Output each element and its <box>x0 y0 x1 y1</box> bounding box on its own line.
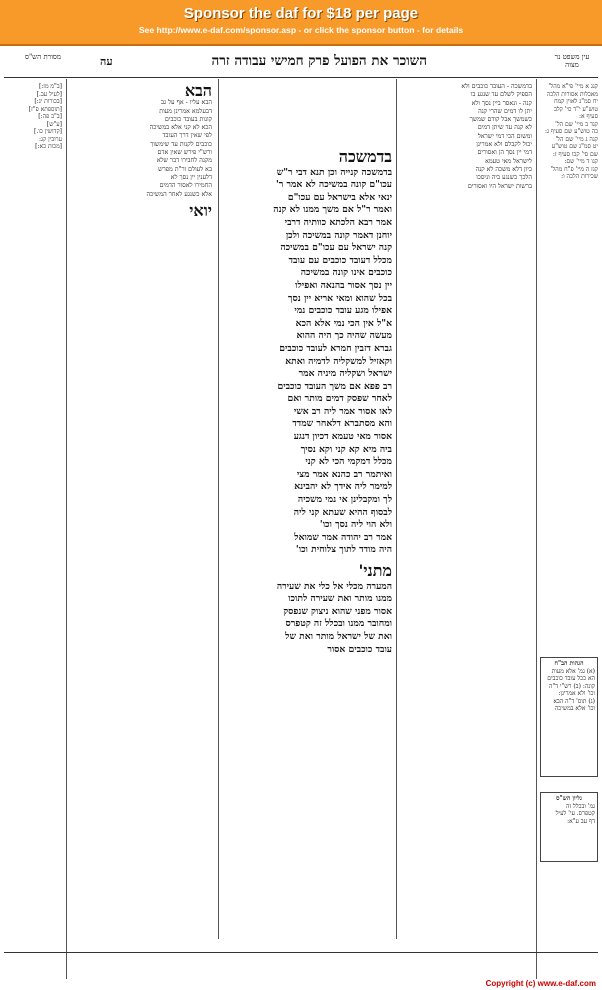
hagahot-entry: הא ככל עובד כוכבים <box>547 675 595 682</box>
masoret-entry: [ב"מ מז:] <box>38 83 62 90</box>
gemara-line: בכל שהוא ומאי אריא יין נסך <box>288 292 392 304</box>
gilyon-entry: דף עב ע"א: <box>567 817 595 825</box>
left-margin-notes <box>4 83 62 943</box>
ein-mishpat-entry: קנז ה מיי' פ"ח מהל' <box>550 165 598 173</box>
right-margin-divider <box>536 79 537 979</box>
gemara-column <box>220 149 392 849</box>
gemara-line: אמר רב יהודה אמר שמואל <box>294 531 392 543</box>
tosafot-line: הבא עליו - אף על גב <box>160 99 212 107</box>
ein-mishpat-entry: יח סמ"ג לאוין קמח <box>554 98 598 105</box>
tosafot-line: הכא לא קני אלא במשיכה <box>149 124 212 132</box>
tosafot-line: מקנה לחבירו דבר שלא <box>156 157 212 165</box>
masoret-entry: [תוספתא פ"ז] <box>28 105 62 113</box>
ein-mishpat-entry: סעיף א: <box>578 113 598 120</box>
mishna-line: ממנו מותר ואת שעירה לתוכו <box>288 593 392 605</box>
left-margin-divider <box>66 79 67 979</box>
gemara-line: למימר ליה אידך לא יהבינא <box>294 481 392 493</box>
ein-mishpat-entry: כה טוש"ע שם סעיף ג: <box>544 128 598 135</box>
masoret-entry: [ע"ש] <box>46 120 62 128</box>
gemara-line: לבסוף ההיא שעתא קני ליה <box>293 506 392 518</box>
footer-rule <box>4 952 598 953</box>
gilyon-box <box>540 792 598 862</box>
right-margin-notes <box>540 83 598 643</box>
ein-mishpat-entry: קנג א מיי' פי"א מהל' <box>548 83 598 90</box>
page-header <box>0 47 602 77</box>
gilyon-list <box>543 803 595 826</box>
talmud-page <box>0 47 602 990</box>
gemara-line: גברא דזבין חמרא לעובד כוכבים <box>279 342 392 354</box>
rashi-line: כשמשך אבל קודם שמשך <box>469 116 532 124</box>
tosafot-lead-word: הבא <box>184 83 212 100</box>
masoret-entry: [לעיל עב.] <box>36 90 62 98</box>
ein-mishpat-entry: קנו ד מיי' שם: <box>564 158 598 165</box>
tosafot-commentary <box>72 99 212 199</box>
rashi-line: כיון דלא משכה לא קנה <box>475 165 532 173</box>
rashi-line: קנה - ונאסר ביין נסך ולא <box>471 99 532 107</box>
mishna-line: המערה מכלי אל כלי את שעירה <box>276 580 392 592</box>
hagahot-entry: וכו' אלא במשיכה <box>554 705 595 712</box>
gemara-line: מכלל דמקמי הכי לא קני <box>305 456 392 468</box>
gemara-line: מכלל דעובד כוכבים עם עובד <box>288 254 392 266</box>
rashi-line: הספיק לשלם עד שנגע בו <box>470 91 532 99</box>
ein-mishpat-list <box>540 83 598 181</box>
mishna-line: ומחובר ממנו ובכלל זה קטפרס <box>285 618 392 630</box>
tosafot-line: ורש"י פירש שאין אדם <box>157 149 212 157</box>
hagahot-list <box>543 668 595 713</box>
tosafot-line: החמירו לאסור הדמים <box>159 182 212 190</box>
mishna-section <box>220 563 392 656</box>
ein-mishpat-entry: טוש"ע י"ד סי' קלב <box>553 105 598 113</box>
gilyon-entry: גמ' ובכלל זה <box>565 802 595 810</box>
gemara-line: עכו"ם קונה במשיכה לא אמר ר' <box>275 179 392 191</box>
gemara-line: והא מסתברא דלאחר שמדד <box>292 418 392 430</box>
rashi-line: לישראל מאי טעמא <box>485 157 532 165</box>
ein-mishpat-label: עין משפט נר מצוה <box>554 53 590 69</box>
ein-mishpat-entry: קנד ב מיי' שם הל' <box>555 120 598 128</box>
rashi-line: יתן לו דמים שהרי קנה <box>478 107 532 115</box>
rashi-line: בדמשכה - העובד כוכבים ולא <box>461 83 532 90</box>
sponsor-title[interactable]: Sponsor the daf for $18 per page <box>183 5 419 22</box>
gemara-line: ישראל ושקליה מיניה אמר <box>298 368 392 380</box>
mishna-line: עובד כוכבים אסור <box>327 643 392 655</box>
tosafot-line: אלא כשנגע לאחר המשיכה <box>146 190 212 198</box>
copyright-link[interactable]: Copyright (c) www.e-daf.com <box>485 979 596 988</box>
rashi-column <box>400 83 532 943</box>
rashi-commentary <box>400 83 532 191</box>
gemara-opening-word: בדמשכה <box>338 149 392 166</box>
tosafot-line: בא לעולם ור"ת מפרש <box>158 165 212 173</box>
ein-mishpat-entry: קנה ג מיי' שם הל' <box>555 135 598 143</box>
gemara-line: רב פפא אם משך העובד כוכבים <box>277 380 392 392</box>
running-head: השוכר את הפועל פרק חמישי עבודה זרה <box>211 53 427 69</box>
ein-mishpat-entry: שם סי' קכו סעיף ז: <box>552 150 598 158</box>
gemara-line: היה מודד לתוך צלוחית וכו' <box>295 544 392 556</box>
gilyon-entry: קטפרס. עי' לעיל <box>555 810 595 817</box>
hagahot-entry: (א) גמ' אלא מעות <box>551 667 595 675</box>
gemara-line: ביה מיא קא קני וקא נסיך <box>300 443 392 455</box>
rashi-line: יכול לקבלם ולא אמרינן <box>476 141 532 149</box>
tosafot-divider <box>218 79 219 939</box>
gemara-text <box>220 167 392 557</box>
masoret-hashas-list <box>4 83 62 151</box>
gemara-line: בדמשכה קנייה וכן תנא דבי ר"ש <box>276 166 392 178</box>
hagahot-box <box>540 657 598 777</box>
tosafot-line: כוכבים לקנות עד שימשוך <box>150 140 212 148</box>
gilyon-title: גליון הש"ס <box>556 795 582 802</box>
ein-mishpat-entry: מאכלות אסורות הלכה <box>546 90 598 98</box>
rashi-line: לא קנה עד שיתן דמים <box>477 124 532 132</box>
gemara-line: מעשה שהיה כך היה ההוא <box>296 330 392 342</box>
page-number: עה <box>100 55 113 68</box>
masoret-entry: [מכות כא:] <box>35 143 62 150</box>
sponsor-subtitle[interactable]: See http://www.e-daf.com/sponsor.asp - or click the sponsor button - for details <box>138 25 464 35</box>
gemara-line: אמר רבא הלכתא כוותיה דרבי <box>284 216 392 228</box>
gemara-line: לאו אסור אמר ליה רב אשי <box>293 405 392 417</box>
masoret-entry: [קדושין כו.] <box>34 128 62 135</box>
mishna-lead-word: מתני' <box>358 561 392 580</box>
ein-mishpat-entry: יט סמ"ג שם טוש"ע <box>551 143 598 150</box>
sponsor-banner[interactable] <box>0 0 602 46</box>
gemara-opening <box>220 149 392 167</box>
rashi-line: ברשות ישראל היו ואסורים <box>467 182 532 190</box>
gemara-line: לך ומקבלינן אי נמי משכיה <box>297 494 392 506</box>
rashi-line: הלכך כשנגע ביה וניסכו <box>476 174 532 182</box>
gemara-line: אפילו מגע עובד כוכבים נמי <box>294 305 392 317</box>
ein-mishpat-entry: שכירות הלכה ו: <box>561 173 598 180</box>
gemara-line: יין נסך אסור בהנאה ואפילו <box>295 279 392 291</box>
hagahot-entry: (ג) תוס' ד"ה הבא <box>553 697 595 705</box>
gemara-line: ואיתמר רב כהנא אמר מצי <box>296 468 392 480</box>
hagahot-entry: קונה: (ב) רש"י ד"ה <box>548 682 595 690</box>
tosafot-lead-word-2: יואי <box>189 200 212 220</box>
gemara-line: אסור מאי טעמא דכיון דנגע <box>293 431 392 443</box>
tosafot-line: קונות בעובד כוכבים <box>164 115 212 123</box>
hagahot-entry: וכו' ולא אמרינן: <box>558 690 595 697</box>
tosafot-line: לפי שאין דרך העובד <box>162 132 212 140</box>
masoret-hashas-label: מסורת הש"ס <box>24 53 62 61</box>
gemara-line: ינאי אלא בישראל עם עכו"ם <box>287 191 392 203</box>
rashi-line: ומשום הכי דמי ישראל <box>477 132 532 140</box>
masoret-entry: ערובין קג: <box>39 135 62 143</box>
rashi-divider <box>396 79 397 939</box>
gemara-line: א"ל אין הכי נמי אלא הכא <box>295 317 392 329</box>
gemara-line: ולא הוי ליה נסך וכו' <box>319 519 392 531</box>
gemara-line: ואמר ר"ל אם משך ממנו לא קנה <box>273 204 392 216</box>
tosafot-column <box>72 83 212 943</box>
rashi-line: דמי יין נסך הן ואסורים <box>477 149 532 157</box>
header-rule <box>4 77 598 78</box>
tosafot-line: דלענין יין נסך לא <box>170 173 212 181</box>
tosafot-line: דבעלמא אמרינן מעות <box>159 107 212 115</box>
hagahot-title: הגהות הב"ח <box>554 660 584 667</box>
gemara-line: כוכבים אינו קונה במשיכה <box>300 267 392 279</box>
mishna-text <box>220 581 392 657</box>
masoret-entry: [ב"ב פה:] <box>38 113 62 120</box>
masoret-entry: [בכורות יג:] <box>34 98 62 105</box>
gemara-line: קנה ישראל עם עכו"ם במשיכה <box>280 242 392 254</box>
gemara-line: לאחר שפסק דמים מותר ואם <box>287 393 392 405</box>
gemara-line: יוחנן דאמר קונה במשיכה ולכן <box>285 229 392 241</box>
gemara-line: וקאזיל למשקליה לדמיה ואתא <box>285 355 392 367</box>
mishna-line: אסור מפני שהוא ניצוק שנפסק <box>283 605 392 617</box>
mishna-line: ואת של ישראל מותר ואת של <box>285 630 392 642</box>
